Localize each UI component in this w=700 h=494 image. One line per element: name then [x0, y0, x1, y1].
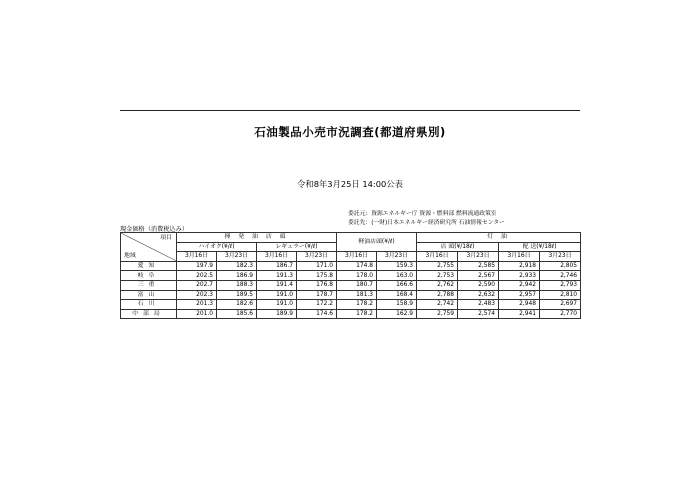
value-cell: 202.3 [177, 290, 217, 300]
header-gasoline: 揮 発 油 店 頭 [177, 233, 337, 243]
value-cell: 2,805 [540, 261, 581, 271]
value-cell: 182.3 [217, 261, 257, 271]
value-cell: 176.8 [297, 280, 337, 290]
value-cell: 197.9 [177, 261, 217, 271]
table-row-total [121, 309, 581, 319]
value-cell: 181.3 [337, 290, 377, 300]
date-header: 3月23日 [217, 252, 257, 262]
value-cell: 191.0 [257, 300, 297, 310]
region-cell: 愛知 [121, 261, 177, 271]
value-cell: 171.0 [297, 261, 337, 271]
value-cell: 2,942 [499, 280, 540, 290]
date-header: 3月23日 [377, 252, 417, 262]
value-cell: 186.9 [217, 271, 257, 281]
header-high-octane: ハイオク(¥/ℓ) [177, 242, 257, 252]
value-cell: 189.9 [257, 309, 297, 319]
corner-region-label: 地域 [124, 252, 136, 259]
table-row [121, 280, 581, 290]
value-cell: 174.6 [297, 309, 337, 319]
date-header: 3月23日 [458, 252, 499, 262]
value-cell: 2,759 [417, 309, 458, 319]
value-cell: 2,762 [417, 280, 458, 290]
value-cell: 2,746 [540, 271, 581, 281]
value-cell: 2,574 [458, 309, 499, 319]
value-cell: 2,590 [458, 280, 499, 290]
top-rule [120, 110, 580, 111]
value-cell: 188.3 [217, 280, 257, 290]
value-cell: 2,697 [540, 300, 581, 310]
date-header: 3月16日 [499, 252, 540, 262]
table-row [121, 300, 581, 310]
value-cell: 2,585 [458, 261, 499, 271]
value-cell: 172.2 [297, 300, 337, 310]
header-diesel: 軽油店頭(¥/ℓ) [337, 233, 417, 252]
value-cell: 185.6 [217, 309, 257, 319]
value-cell: 2,753 [417, 271, 458, 281]
value-cell: 178.2 [337, 309, 377, 319]
table-row [121, 261, 581, 271]
value-cell: 158.9 [377, 300, 417, 310]
region-cell: 中部局 [121, 309, 177, 319]
value-cell: 2,957 [499, 290, 540, 300]
value-cell: 201.0 [177, 309, 217, 319]
header-kerosene-delivery: 配 送(¥/18ℓ) [499, 242, 581, 252]
value-cell: 2,788 [417, 290, 458, 300]
value-cell: 2,483 [458, 300, 499, 310]
value-cell: 166.6 [377, 280, 417, 290]
region-cell: 石川 [121, 300, 177, 310]
value-cell: 178.2 [337, 300, 377, 310]
table-body [121, 261, 581, 319]
value-cell: 162.9 [377, 309, 417, 319]
value-cell: 202.7 [177, 280, 217, 290]
value-cell: 191.4 [257, 280, 297, 290]
value-cell: 2,567 [458, 271, 499, 281]
value-cell: 174.8 [337, 261, 377, 271]
value-cell: 2,918 [499, 261, 540, 271]
date-header: 3月23日 [540, 252, 581, 262]
value-cell: 2,941 [499, 309, 540, 319]
value-cell: 159.3 [377, 261, 417, 271]
date-header: 3月16日 [417, 252, 458, 262]
value-cell: 2,948 [499, 300, 540, 310]
value-cell: 191.3 [257, 271, 297, 281]
value-cell: 189.5 [217, 290, 257, 300]
value-cell: 202.5 [177, 271, 217, 281]
value-cell: 163.0 [377, 271, 417, 281]
value-cell: 168.4 [377, 290, 417, 300]
commissioned-by: 委託元：資源エネルギー庁 資源・燃料部 燃料流通政策室 [348, 211, 497, 217]
value-cell: 186.7 [257, 261, 297, 271]
value-cell: 2,632 [458, 290, 499, 300]
value-cell: 191.0 [257, 290, 297, 300]
document-title: 石油製品小売市況調査(都道府県別) [254, 125, 446, 139]
value-cell: 2,770 [540, 309, 581, 319]
value-cell: 2,755 [417, 261, 458, 271]
region-cell: 富山 [121, 290, 177, 300]
table-header [121, 233, 581, 262]
price-table [120, 232, 581, 319]
value-cell: 2,810 [540, 290, 581, 300]
value-cell: 178.0 [337, 271, 377, 281]
commissioned-to: 委託先：(一財)日本エネルギー経済研究所 石油情報センター [348, 220, 505, 226]
date-header: 3月16日 [177, 252, 217, 262]
value-cell: 178.7 [297, 290, 337, 300]
corner-item-label: 項目 [160, 235, 172, 241]
publication-date: 令和8年3月25日 14:00公表 [297, 179, 403, 189]
value-cell: 175.8 [297, 271, 337, 281]
region-cell: 岐阜 [121, 271, 177, 281]
value-cell: 2,793 [540, 280, 581, 290]
value-cell: 180.7 [337, 280, 377, 290]
date-header: 3月23日 [297, 252, 337, 262]
date-header: 3月16日 [257, 252, 297, 262]
value-cell: 182.6 [217, 300, 257, 310]
value-cell: 2,742 [417, 300, 458, 310]
header-regular: レギュラー(¥/ℓ) [257, 242, 337, 252]
value-cell: 2,933 [499, 271, 540, 281]
price-note: 現金価格（消費税込み） [120, 226, 189, 233]
corner-cell [121, 233, 177, 262]
header-kerosene: 灯 油 [417, 233, 581, 243]
date-header: 3月16日 [337, 252, 377, 262]
header-kerosene-store: 店 頭(¥/18ℓ) [417, 242, 499, 252]
value-cell: 201.3 [177, 300, 217, 310]
table-row [121, 271, 581, 281]
table-row [121, 290, 581, 300]
region-cell: 三重 [121, 280, 177, 290]
